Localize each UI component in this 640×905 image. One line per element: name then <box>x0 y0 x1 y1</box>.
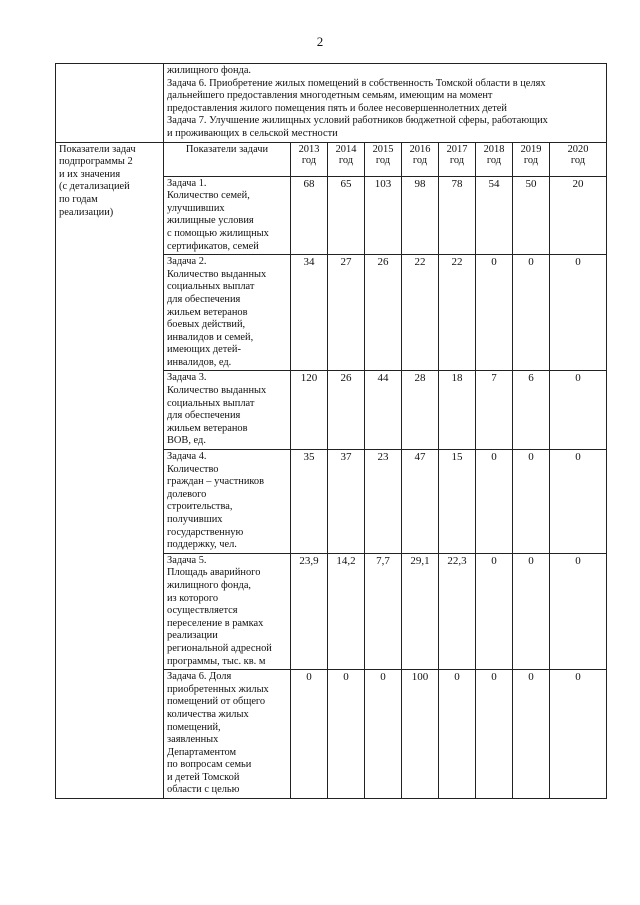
indicators-label-cell <box>56 142 164 799</box>
value-cell-2015: 26 <box>365 255 402 371</box>
task-line: и детей Томской <box>167 771 240 783</box>
value-cell-2020: 0 <box>550 450 607 554</box>
value-cell-2014: 14,2 <box>328 553 365 669</box>
intro-line: дальнейшего предоставления многодетным семьям, имеющим на момент <box>167 90 493 102</box>
label-line: и их значения <box>59 168 121 180</box>
value-cell-2020: 0 <box>550 371 607 450</box>
label-line: подпрограммы 2 <box>59 156 133 168</box>
value-cell-2017: 22 <box>439 255 476 371</box>
task-line: по вопросам семьи <box>167 759 252 771</box>
task-line: приобретенных жилых <box>167 683 269 695</box>
value-cell-2016: 29,1 <box>402 553 439 669</box>
value-cell-2014: 0 <box>328 670 365 799</box>
task-line: для обеспечения <box>167 293 241 305</box>
task-line: жильем ветеранов <box>167 422 248 434</box>
task-line: получивших <box>167 514 223 525</box>
intro-line: Задача 7. Улучшение жилищных условий работников бюджетной сферы, работающих <box>167 115 548 127</box>
task-line: для обеспечения <box>167 410 241 422</box>
header-year-2017: 2017 год <box>439 142 476 176</box>
label-line: реализации) <box>59 206 114 218</box>
task-line: Количество <box>167 463 219 475</box>
value-cell-2019: 0 <box>513 255 550 371</box>
task-line: Задача 5. <box>167 554 207 566</box>
task-line: Задача 3. <box>167 372 207 384</box>
value-cell-2013: 68 <box>291 176 328 255</box>
value-cell-2018: 0 <box>476 553 513 669</box>
value-cell-2013: 35 <box>291 450 328 554</box>
task-description-cell <box>164 176 291 255</box>
task-line: реализации <box>167 630 218 642</box>
task-line: поддержку, чел. <box>167 539 237 551</box>
task-line: программы, тыс. кв. м <box>167 655 266 667</box>
header-row <box>56 142 607 176</box>
header-indicator: Показатели задачи <box>164 142 291 176</box>
indicators-table <box>55 63 607 799</box>
value-cell-2015: 44 <box>365 371 402 450</box>
task-line: Задача 6. Доля <box>167 671 232 683</box>
task-line: граждан – участников <box>167 476 265 488</box>
intro-empty-cell <box>56 64 164 143</box>
task-description-cell <box>164 553 291 669</box>
value-cell-2016: 22 <box>402 255 439 371</box>
value-cell-2013: 34 <box>291 255 328 371</box>
value-cell-2015: 23 <box>365 450 402 554</box>
value-cell-2019: 0 <box>513 450 550 554</box>
page-number: 2 <box>316 34 324 49</box>
header-year-2016: 2016 год <box>402 142 439 176</box>
value-cell-2014: 37 <box>328 450 365 554</box>
task-line: социальных выплат <box>167 281 255 293</box>
task-line: ВОВ, ед. <box>167 435 206 447</box>
task-description-cell <box>164 255 291 371</box>
value-cell-2013: 23,9 <box>291 553 328 669</box>
value-cell-2018: 54 <box>476 176 513 255</box>
value-cell-2017: 18 <box>439 371 476 450</box>
intro-line: Задача 6. Приобретение жилых помещений в собственность Томской области в целях <box>167 77 546 89</box>
intro-row <box>56 64 607 143</box>
value-cell-2016: 100 <box>402 670 439 799</box>
value-cell-2019: 0 <box>513 553 550 669</box>
value-cell-2015: 103 <box>365 176 402 255</box>
header-year-2013: 2013 год <box>291 142 328 176</box>
value-cell-2014: 26 <box>328 371 365 450</box>
value-cell-2014: 27 <box>328 255 365 371</box>
task-line: заявленных <box>167 734 219 746</box>
task-line: улучшивших <box>167 202 225 214</box>
task-line: Задача 1. <box>167 177 207 189</box>
label-line: Показатели задач <box>59 143 136 155</box>
task-line: Департаментом <box>167 746 237 758</box>
value-cell-2014: 65 <box>328 176 365 255</box>
task-line: помещений, <box>167 721 221 733</box>
value-cell-2020: 0 <box>550 553 607 669</box>
task-line: строительства, <box>167 501 233 513</box>
value-cell-2020: 0 <box>550 255 607 371</box>
task-line: долевого <box>167 488 207 500</box>
value-cell-2018: 0 <box>476 450 513 554</box>
task-line: Количество выданных <box>167 268 267 280</box>
intro-line: и проживающих в сельской местности <box>167 127 338 139</box>
header-year-2014: 2014 год <box>328 142 365 176</box>
value-cell-2015: 7,7 <box>365 553 402 669</box>
task-line: имеющих детей- <box>167 344 241 356</box>
task-line: Задача 4. <box>167 451 207 463</box>
task-line: осуществляется <box>167 605 238 617</box>
value-cell-2018: 0 <box>476 255 513 371</box>
header-year-2020: 2020 год <box>550 142 607 176</box>
task-line: с помощью жилищных <box>167 227 269 239</box>
task-line: Количество выданных <box>167 385 267 397</box>
value-cell-2017: 0 <box>439 670 476 799</box>
value-cell-2016: 47 <box>402 450 439 554</box>
task-line: переселение в рамках <box>167 617 264 629</box>
value-cell-2018: 7 <box>476 371 513 450</box>
task-line: сертификатов, семей <box>167 240 259 252</box>
value-cell-2017: 78 <box>439 176 476 255</box>
task-line: жилищные условия <box>167 215 254 227</box>
task-line: инвалидов, ед. <box>167 356 232 368</box>
task-line: Площадь аварийного <box>167 567 261 579</box>
task-line: социальных выплат <box>167 397 255 409</box>
header-year-2015: 2015 год <box>365 142 402 176</box>
value-cell-2016: 28 <box>402 371 439 450</box>
header-year-2018: 2018 год <box>476 142 513 176</box>
value-cell-2019: 50 <box>513 176 550 255</box>
value-cell-2016: 98 <box>402 176 439 255</box>
value-cell-2020: 20 <box>550 176 607 255</box>
value-cell-2017: 22,3 <box>439 553 476 669</box>
value-cell-2017: 15 <box>439 450 476 554</box>
label-line: (с детализацией <box>59 181 130 193</box>
task-line: региональной адресной <box>167 642 272 654</box>
task-line: Задача 2. <box>167 256 207 268</box>
header-year-2019: 2019 год <box>513 142 550 176</box>
intro-line: предоставления жилого помещения пять и более несовершеннолетних детей <box>167 102 507 114</box>
task-line: помещений от общего <box>167 696 266 708</box>
intro-text-cell <box>164 64 607 143</box>
task-line: государственную <box>167 526 244 538</box>
task-line: количества жилых <box>167 708 249 720</box>
value-cell-2013: 0 <box>291 670 328 799</box>
value-cell-2019: 0 <box>513 670 550 799</box>
task-line: инвалидов и семей, <box>167 331 254 343</box>
label-line: по годам <box>59 193 98 205</box>
value-cell-2018: 0 <box>476 670 513 799</box>
value-cell-2020: 0 <box>550 670 607 799</box>
task-description-cell <box>164 670 291 799</box>
task-line: области с целью <box>167 784 240 796</box>
task-line: боевых действий, <box>167 319 246 331</box>
value-cell-2019: 6 <box>513 371 550 450</box>
task-line: жилищного фонда, <box>167 579 252 591</box>
task-line: жильем ветеранов <box>167 306 248 318</box>
task-description-cell <box>164 450 291 554</box>
intro-line: жилищного фонда. <box>167 65 252 76</box>
task-line: Количество семей, <box>167 190 250 202</box>
task-line: из которого <box>167 592 219 604</box>
task-description-cell <box>164 371 291 450</box>
value-cell-2015: 0 <box>365 670 402 799</box>
value-cell-2013: 120 <box>291 371 328 450</box>
